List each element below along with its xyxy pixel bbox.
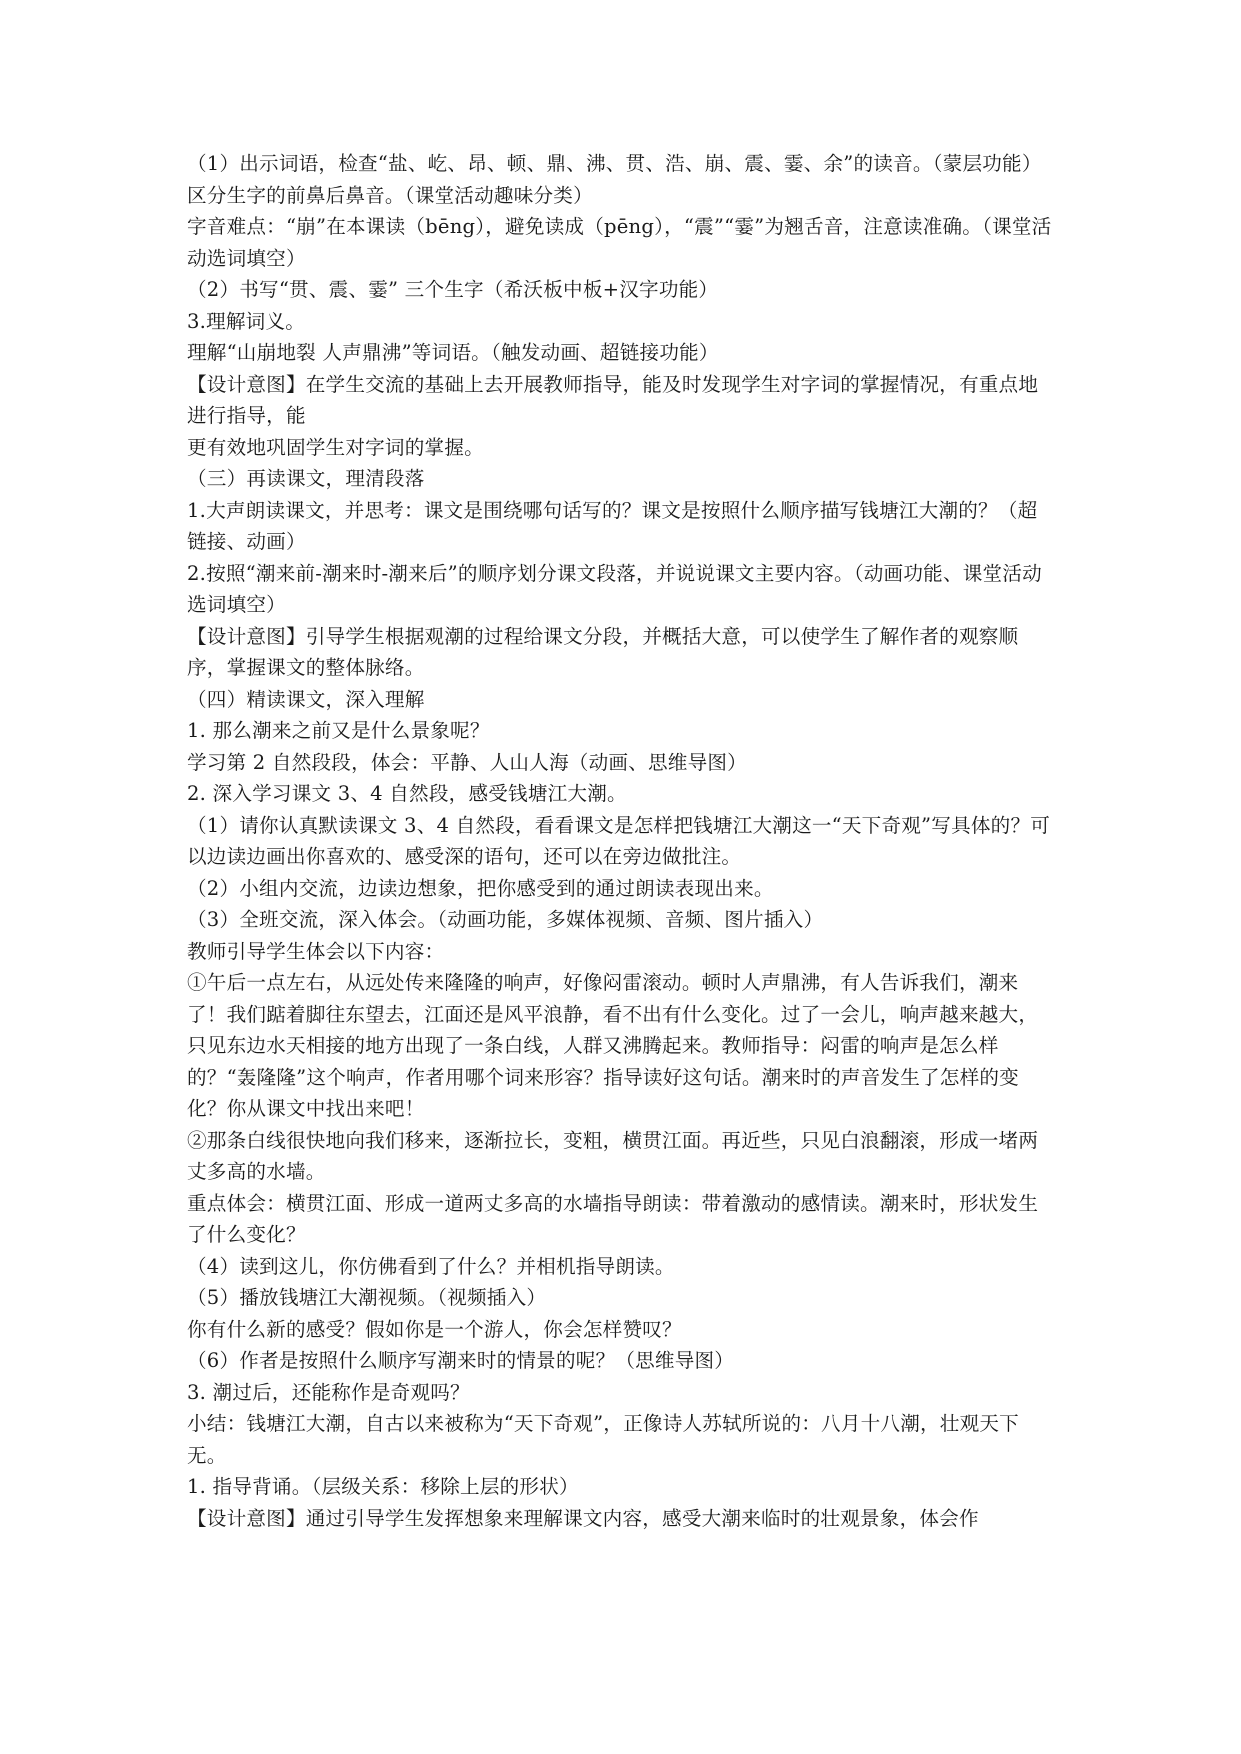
- paragraph-design-intent-2: 【设计意图】引导学生根据观潮的过程给课文分段，并概括大意，可以使学生了解作者的观察顺序，掌握课文的整体脉络。: [187, 624, 1019, 679]
- paragraph-imagine: （4）读到这儿，你仿佛看到了什么？并相机指导朗读。: [187, 1254, 675, 1278]
- paragraph-teacher-guide-intro: 教师引导学生体会以下内容：: [187, 939, 445, 963]
- paragraph-design-intent-3: 【设计意图】通过引导学生发挥想象来理解课文内容，感受大潮来临时的壮观景象，体会作: [187, 1506, 979, 1530]
- paragraph-design-intent-1-cont: 更有效地巩固学生对字词的掌握。: [187, 435, 484, 459]
- paragraph-summary: 小结：钱塘江大潮，自古以来被称为“天下奇观”，正像诗人苏轼所说的：八月十八潮，壮观天下无。: [187, 1412, 1019, 1467]
- paragraph-writing-characters: （2）书写“贯、震、霎” 三个生字（希沃板中板+汉字功能）: [187, 278, 719, 301]
- paragraph-study-section-2: 学习第 2 自然段段，体会：平静、人山人海（动画、思维导图）: [187, 750, 747, 774]
- paragraph-recitation: 1. 指导背诵。（层级关系：移除上层的形状）: [187, 1475, 579, 1498]
- paragraph-understand-idioms: 理解“山崩地裂 人声鼎沸”等词语。（触发动画、超链接功能）: [187, 341, 719, 364]
- paragraph-silent-reading: （1）请你认真默读课文 3、4 自然段，看看课文是怎样把钱塘江大潮这一“天下奇观”写具体的？可以边读边画出你喜欢的、感受深的语句，还可以在旁边做批注。: [187, 813, 1051, 868]
- paragraph-word-check: （1）出示词语，检查“盐、屹、昂、顿、鼎、沸、贯、浩、崩、震、霎、余”的读音。（蒙层功能）区分生字的前鼻后鼻音。（课堂活动趣味分类）: [187, 152, 1042, 207]
- paragraph-design-intent-1: 【设计意图】在学生交流的基础上去开展教师指导，能及时发现学生对字词的掌握情况，有重点地进行指导，能: [187, 372, 1039, 427]
- paragraph-read-aloud: 1.大声朗读课文，并思考：课文是围绕哪句话写的？课文是按照什么顺序描写钱塘江大潮的？（超链接、动画）: [187, 498, 1038, 553]
- paragraph-excerpt-2: ②那条白线很快地向我们移来，逐渐拉长，变粗，横贯江面。再近些，只见白浪翻滚，形成一堵两丈多高的水墙。: [187, 1128, 1039, 1183]
- paragraph-understand-words-heading: 3.理解词义。: [187, 309, 306, 333]
- document-body: [187, 148, 1055, 1534]
- section-heading-reread: （三）再读课文，理清段落: [187, 467, 425, 490]
- section-heading-close-reading: （四）精读课文，深入理解: [187, 687, 425, 711]
- paragraph-after-tide: 3. 潮过后，还能称作是奇观吗？: [187, 1380, 470, 1404]
- paragraph-excerpt-1: ①午后一点左右，从远处传来隆隆的响声，好像闷雷滚动。顿时人声鼎沸，有人告诉我们，潮来了！我们踮着脚往东望去，江面还是风平浪静，看不出有什么变化。过了一会儿，响声越来越大，只见东边水天相接的地方出现了一条白线，人群又沸腾起来。教师指导：闷雷的响声是怎么样的？“轰隆隆”这个响声，作者用哪个词来形容？指导读好这句话。潮来时的声音发生了怎样的变化？你从课文中找出来吧！: [187, 971, 1039, 1120]
- paragraph-divide-sections: 2.按照“潮来前-潮来时-潮来后”的顺序划分课文段落，并说说课文主要内容。（动画功能、课堂活动选词填空）: [187, 561, 1042, 616]
- paragraph-group-discussion: （2）小组内交流，边读边想象，把你感受到的通过朗读表现出来。: [187, 876, 774, 900]
- paragraph-new-feelings: 你有什么新的感受？假如你是一个游人，你会怎样赞叹？: [187, 1317, 682, 1341]
- paragraph-key-points: 重点体会：横贯江面、形成一道两丈多高的水墙指导朗读：带着激动的感情读。潮来时，形状发生了什么变化？: [187, 1191, 1039, 1246]
- paragraph-before-tide-question: 1. 那么潮来之前又是什么景象呢？: [187, 719, 490, 742]
- paragraph-play-video: （5）播放钱塘江大潮视频。（视频插入）: [187, 1286, 547, 1309]
- paragraph-writing-order: （6）作者是按照什么顺序写潮来时的情景的呢？（思维导图）: [187, 1349, 735, 1372]
- paragraph-pronunciation-difficulty: 字音难点：“崩”在本课读（bēng），避免读成（pēng），“震”“霎”为翘舌音，注意读准确。（课堂活动选词填空）: [187, 215, 1052, 270]
- paragraph-class-discussion: （3）全班交流，深入体会。（动画功能，多媒体视频、音频、图片插入）: [187, 908, 824, 931]
- paragraph-study-sections-3-4: 2. 深入学习课文 3、4 自然段，感受钱塘江大潮。: [187, 782, 627, 805]
